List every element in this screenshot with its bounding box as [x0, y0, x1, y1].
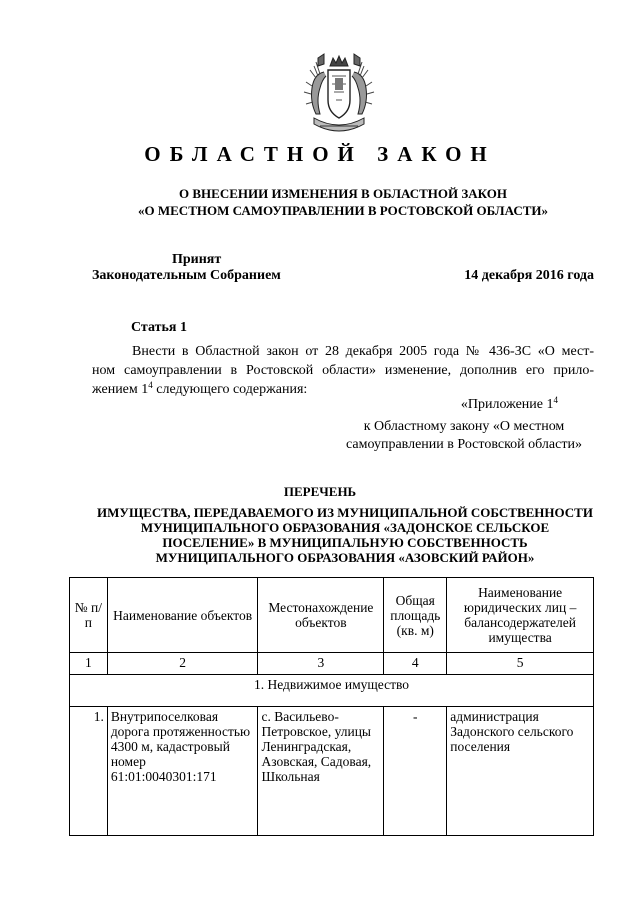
row-location: с. Васильево-Петровское, улицы Ленинградская, Азовская, Садовая, Школьная	[258, 707, 384, 836]
list-subtitle-line: МУНИЦИПАЛЬНОГО ОБРАЗОВАНИЯ «АЗОВСКИЙ РАЙОН»	[155, 550, 535, 565]
section-title: 1. Недвижимое имущество	[70, 675, 594, 707]
list-subtitle-line: МУНИЦИПАЛЬНОГО ОБРАЗОВАНИЯ «ЗАДОНСКОЕ СЕЛЬСКОЕ	[140, 520, 550, 535]
column-number: 1	[70, 653, 108, 675]
appendix-line-1: к Областному закону «О местном	[363, 419, 565, 434]
column-number: 4	[384, 653, 447, 675]
header-number: № п/п	[70, 578, 108, 653]
row-area: -	[384, 707, 447, 836]
appendix-line-2: самоуправлении в Ростовской области»	[346, 437, 582, 452]
law-title	[60, 185, 626, 219]
row-balance-holder: администрация Задонского сельского поселения	[447, 707, 594, 836]
coat-of-arms-emblem	[294, 52, 384, 138]
article-line-3-end: следующего содержания:	[152, 382, 308, 397]
appendix-label-text: «Приложение 1	[460, 397, 554, 412]
assets-table	[69, 577, 594, 836]
column-number: 2	[107, 653, 258, 675]
article-line-3-sup: 4	[148, 380, 153, 390]
header-balance-holder: Наименование юридических лиц – балансодержателей имущества	[447, 578, 594, 653]
article-line-3-start: жением 1	[92, 382, 149, 397]
list-subtitle-line: ИМУЩЕСТВА, ПЕРЕДАВАЕМОГО ИЗ МУНИЦИПАЛЬНОЙ СОБСТВЕННОСТИ	[97, 505, 593, 520]
header-object-name: Наименование объектов	[107, 578, 258, 653]
appendix-reference	[294, 396, 594, 454]
adoption-date: 14 декабря 2016 года	[464, 268, 594, 283]
document-type: ОБЛАСТНОЙ ЗАКОН	[144, 142, 496, 166]
list-subtitle-line: ПОСЕЛЕНИЕ» В МУНИЦИПАЛЬНУЮ СОБСТВЕННОСТЬ	[162, 535, 528, 550]
adopted-label: Принят	[172, 252, 222, 267]
article-title: Статья 1	[131, 320, 187, 335]
table-row	[70, 707, 594, 836]
law-title-line-1: О ВНЕСЕНИИ ИЗМЕНЕНИЯ В ОБЛАСТНОЙ ЗАКОН	[179, 186, 507, 201]
column-number: 3	[258, 653, 384, 675]
adopted-by: Законодательным Собранием	[92, 268, 281, 283]
header-location: Местонахождение объектов	[258, 578, 384, 653]
section-row	[70, 675, 594, 707]
appendix-label	[294, 396, 558, 414]
list-title: ПЕРЕЧЕНЬ	[283, 484, 357, 499]
appendix-label-sup: 4	[553, 395, 558, 405]
column-number-row	[70, 653, 594, 675]
article-body	[92, 342, 594, 399]
article-line-1: Внести в Областной закон от 28 декабря 2005 года № 436-ЗС «О мест-	[132, 344, 594, 359]
law-title-line-2: «О МЕСТНОМ САМОУПРАВЛЕНИИ В РОСТОВСКОЙ ОБЛАСТИ»	[138, 203, 548, 218]
column-number: 5	[447, 653, 594, 675]
list-subtitle	[80, 505, 610, 565]
article-line-2: ном самоуправлении в Ростовской области» изменение, дополнив его прило-	[92, 363, 594, 378]
row-object-name: Внутрипоселковая дорога протяженностью 4300 м, кадастровый номер 61:01:0040301:171	[107, 707, 258, 836]
table-header-row	[70, 578, 594, 653]
row-number: 1.	[70, 707, 108, 836]
header-area: Общая площадь (кв. м)	[384, 578, 447, 653]
